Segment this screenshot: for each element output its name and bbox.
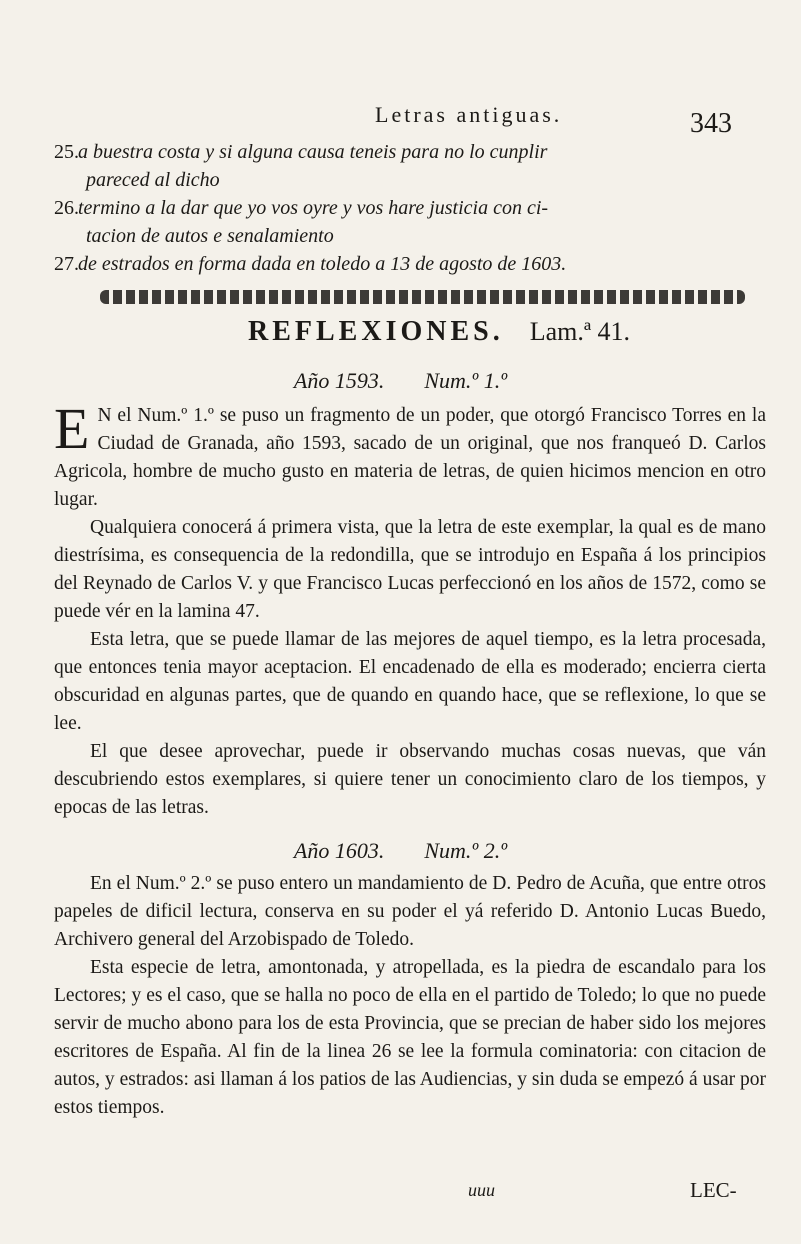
transcription-line: 26.termino a la dar que yo vos oyre y vos hare justicia con ci-	[54, 197, 549, 219]
entry-body	[54, 396, 766, 822]
entry-heading	[0, 368, 801, 394]
plate-reference: Lam.ª 41.	[529, 317, 631, 346]
page-number: 343	[690, 108, 732, 139]
running-title: Letras antiguas.	[375, 102, 563, 127]
transcription-line: 25.a buestra costa y si alguna causa teneis para no lo cunplir	[54, 141, 548, 163]
decorative-border	[100, 290, 745, 304]
paragraph: Esta especie de letra, amontonada, y atropellada, es la piedra de escandalo para los Lectores; y es el caso, que se halla no poco de ella en el partido de Toledo; lo que no puede servir de mucho abono para los de esta Provincia, que se precian de haber sido los mejores escritores de España. Al fin de la linea 26 se lee la formula cominatoria: con citacion de autos, y estrados: asi llaman á los patios de las Audiencias, y sin duda se empezó á usar por estos tiempos.	[54, 957, 766, 1118]
entry-body	[54, 870, 766, 1122]
transcription-line: pareced al dicho	[86, 169, 220, 191]
catchword: LEC-	[690, 1178, 737, 1202]
transcription-line: tacion de autos e senalamiento	[86, 225, 334, 247]
entry-heading	[0, 838, 801, 864]
transcription-continuation	[54, 138, 769, 278]
number-label: Num.º 2.º	[424, 838, 508, 863]
page-header	[0, 98, 801, 138]
paragraph: El que desee aprovechar, puede ir observando muchas cosas nuevas, que ván descubriendo estos exemplares, si quiere tener un conocimiento claro de los tiempos, y epocas de las letras.	[54, 741, 766, 818]
paragraph: Qualquiera conocerá á primera vista, que la letra de este exemplar, la qual es de mano diestrísima, es consequencia de la redondilla, que se introdujo en España á los principios del Reynado de Carlos V. y que Francisco Lucas perfeccionó en los años de 1572, como se puede vér en la lamina 47.	[54, 517, 766, 622]
paragraph: En el Num.º 2.º se puso entero un mandamiento de D. Pedro de Acuña, que entre otros papeles de dificil lectura, conserva en su poder el yá referido D. Antonio Lucas Buedo, Archivero general del Arzobispado de Toledo.	[54, 873, 766, 950]
signature-mark: uuu	[468, 1180, 495, 1200]
paragraph: Esta letra, que se puede llamar de las mejores de aquel tiempo, es la letra procesada, que entonces tenia mayor aceptacion. El encadenado de ella es moderado; encierra cierta obscuridad en algunas partes, que de quando en quando hace, que se reflexione, lo que se lee.	[54, 629, 766, 734]
year-label: Año 1593.	[293, 368, 385, 393]
number-label: Num.º 1.º	[424, 368, 508, 393]
paragraph: E N el Num.º 1.º se puso un fragmento de un poder, que otorgó Francisco Torres en la Ciudad de Granada, año 1593, sacado de un original, que nos franqueó D. Carlos Agricola, hombre de mucho gusto en materia de letras, de quien hicimos mencion en otro lugar.	[54, 396, 766, 510]
section-heading	[248, 316, 630, 348]
drop-cap: E	[54, 396, 90, 461]
section-title: REFLEXIONES.	[248, 316, 504, 347]
transcription-line: 27.de estrados en forma dada en toledo a 13 de agosto de 1603.	[54, 253, 567, 275]
year-label: Año 1603.	[293, 838, 385, 863]
